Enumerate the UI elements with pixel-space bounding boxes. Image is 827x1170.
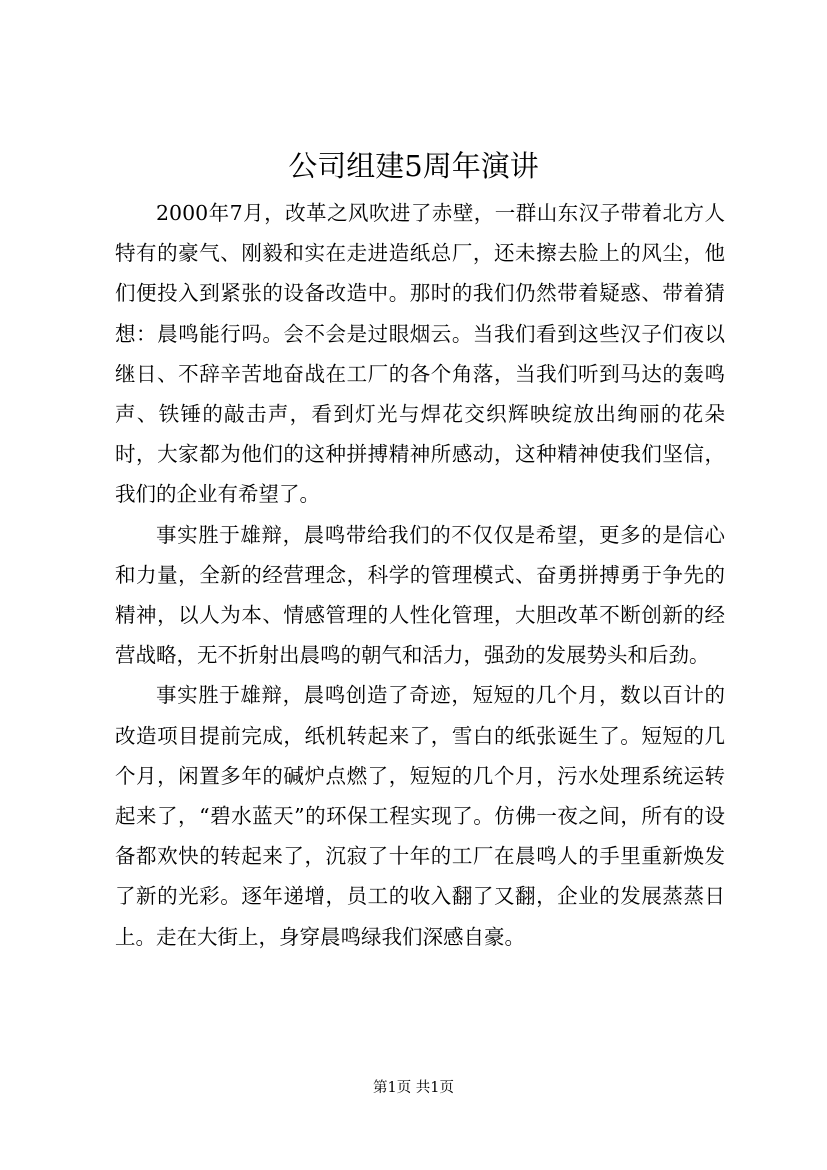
paragraph-2: 事实胜于雄辩，晨鸣带给我们的不仅仅是希望，更多的是信心和力量，全新的经营理念，科学的管理模式、奋勇拼搏勇于争先的精神，以人为本、情感管理的人性化管理，大胆改革不断创新的经营战略，无不折射出晨鸣的朝气和活力，强劲的发展势头和后劲。 bbox=[115, 522, 725, 668]
document-title: 公司组建5周年演讲 bbox=[288, 149, 539, 183]
page-footer: 第1页 共1页 bbox=[372, 1080, 455, 1096]
document-body bbox=[115, 193, 725, 957]
paragraph-3: 事实胜于雄辩，晨鸣创造了奇迹，短短的几个月，数以百计的改造项目提前完成，纸机转起来了，雪白的纸张诞生了。短短的几个月，闲置多年的碱炉点燃了，短短的几个月，污水处理系统运转起来了，“碧水蓝天”的环保工程实现了。仿佛一夜之间，所有的设备都欢快的转起来了，沉寂了十年的工厂在晨鸣人的手里重新焕发了新的光彩。逐年递增，员工的收入翻了又翻，企业的发展蒸蒸日上。走在大街上，身穿晨鸣绿我们深感自豪。 bbox=[115, 683, 725, 949]
paragraph-1: 2000年7月，改革之风吹进了赤壁，一群山东汉子带着北方人特有的豪气、刚毅和实在走进造纸总厂，还未擦去脸上的风尘，他们便投入到紧张的设备改造中。那时的我们仍然带着疑惑、带着猜想：晨鸣能行吗。会不会是过眼烟云。当我们看到这些汉子们夜以继日、不辞辛苦地奋战在工厂的各个角落，当我们听到马达的轰鸣声、铁锤的敲击声，看到灯光与焊花交织辉映绽放出绚丽的花朵时，大家都为他们的这种拼搏精神所感动，这种精神使我们坚信，我们的企业有希望了。 bbox=[115, 201, 725, 507]
